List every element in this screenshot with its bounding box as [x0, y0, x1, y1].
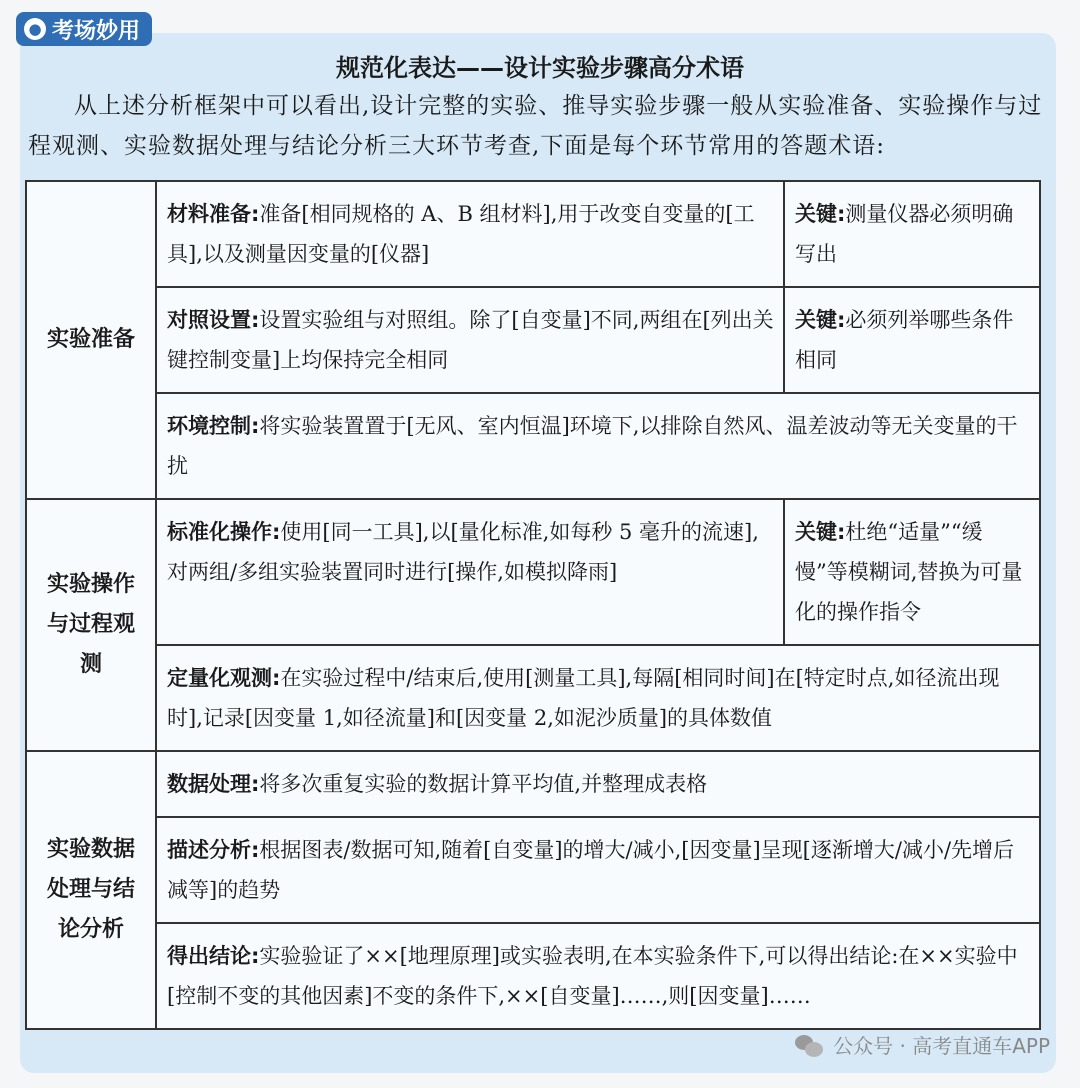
terms-table	[25, 180, 1041, 1030]
table-row	[26, 645, 1040, 751]
key-label: 关键:	[795, 520, 846, 544]
table-row	[26, 923, 1040, 1029]
cell-label: 定量化观测:	[167, 666, 281, 690]
wechat-icon	[795, 1033, 825, 1057]
cell-conclude	[156, 923, 1040, 1029]
cell-text: 设置实验组与对照组。除了[自变量]不同,两组在[列出关键控制变量]上均保持完全相同	[167, 308, 774, 372]
section-prep-label: 实验准备	[26, 181, 156, 499]
watermark-text: 公众号 · 高考直通车APP	[833, 1034, 1050, 1058]
key-text: 必须列举哪些条件相同	[795, 308, 1014, 372]
intro-paragraph: 从上述分析框架中可以看出,设计完整的实验、推导实验步骤一般从实验准备、实验操作与过程观测、实验数据处理与结论分析三大环节考查,下面是每个环节常用的答题术语:	[28, 93, 1043, 159]
cell-label: 环境控制:	[167, 414, 260, 438]
cell-quant	[156, 645, 1040, 751]
table-row	[26, 287, 1040, 393]
cell-text: 将实验装置置于[无风、室内恒温]环境下,以排除自然风、温差波动等无关变量的干扰	[167, 414, 1018, 478]
section-badge	[16, 12, 152, 46]
cell-label: 材料准备:	[167, 202, 260, 226]
cell-text: 实验验证了××[地理原理]或实验表明,在本实验条件下,可以得出结论:在××实验中[控制不变的其他因素]不变的条件下,××[自变量]……,则[因变量]……	[167, 944, 1018, 1008]
key-label: 关键:	[795, 308, 846, 332]
cell-label: 得出结论:	[167, 944, 260, 968]
key-label: 关键:	[795, 202, 846, 226]
table-row	[26, 817, 1040, 923]
cell-describe	[156, 817, 1040, 923]
cell-material	[156, 181, 784, 287]
cell-label: 数据处理:	[167, 772, 260, 796]
key-text: 测量仪器必须明确写出	[795, 202, 1014, 266]
table-row	[26, 751, 1040, 817]
key-standard	[784, 499, 1040, 645]
table-row	[26, 181, 1040, 287]
lightbulb-icon: ●	[24, 18, 46, 40]
table-row	[26, 499, 1040, 645]
watermark	[795, 1030, 1050, 1059]
section-data-label: 实验数据处理与结论分析	[26, 751, 156, 1029]
cell-text: 将多次重复实验的数据计算平均值,并整理成表格	[259, 772, 708, 796]
cell-standard	[156, 499, 784, 645]
cell-control	[156, 287, 784, 393]
table-row	[26, 393, 1040, 499]
cell-label: 标准化操作:	[167, 520, 281, 544]
cell-process	[156, 751, 1040, 817]
cell-env	[156, 393, 1040, 499]
cell-label: 描述分析:	[167, 838, 260, 862]
key-control	[784, 287, 1040, 393]
cell-text: 在实验过程中/结束后,使用[测量工具],每隔[相同时间]在[特定时点,如径流出现时],记录[因变量 1,如径流量]和[因变量 2,如泥沙质量]的具体数值	[167, 666, 1000, 730]
cell-text: 使用[同一工具],以[量化标准,如每秒 5 毫升的流速],对两组/多组实验装置同时进行[操作,如模拟降雨]	[167, 520, 759, 584]
page-title: 规范化表达——设计实验步骤高分术语	[336, 54, 744, 82]
key-material	[784, 181, 1040, 287]
cell-text: 准备[相同规格的 A、B 组材料],用于改变自变量的[工具],以及测量因变量的[仪器]	[167, 202, 755, 266]
section-op-label: 实验操作与过程观测	[26, 499, 156, 751]
cell-text: 根据图表/数据可知,随着[自变量]的增大/减小,[因变量]呈现[逐渐增大/减小/先增后减等]的趋势	[167, 838, 1015, 902]
badge-label: 考场妙用	[52, 18, 141, 44]
key-text: 杜绝“适量”“缓慢”等模糊词,替换为可量化的操作指令	[795, 520, 1023, 624]
cell-label: 对照设置:	[167, 308, 260, 332]
